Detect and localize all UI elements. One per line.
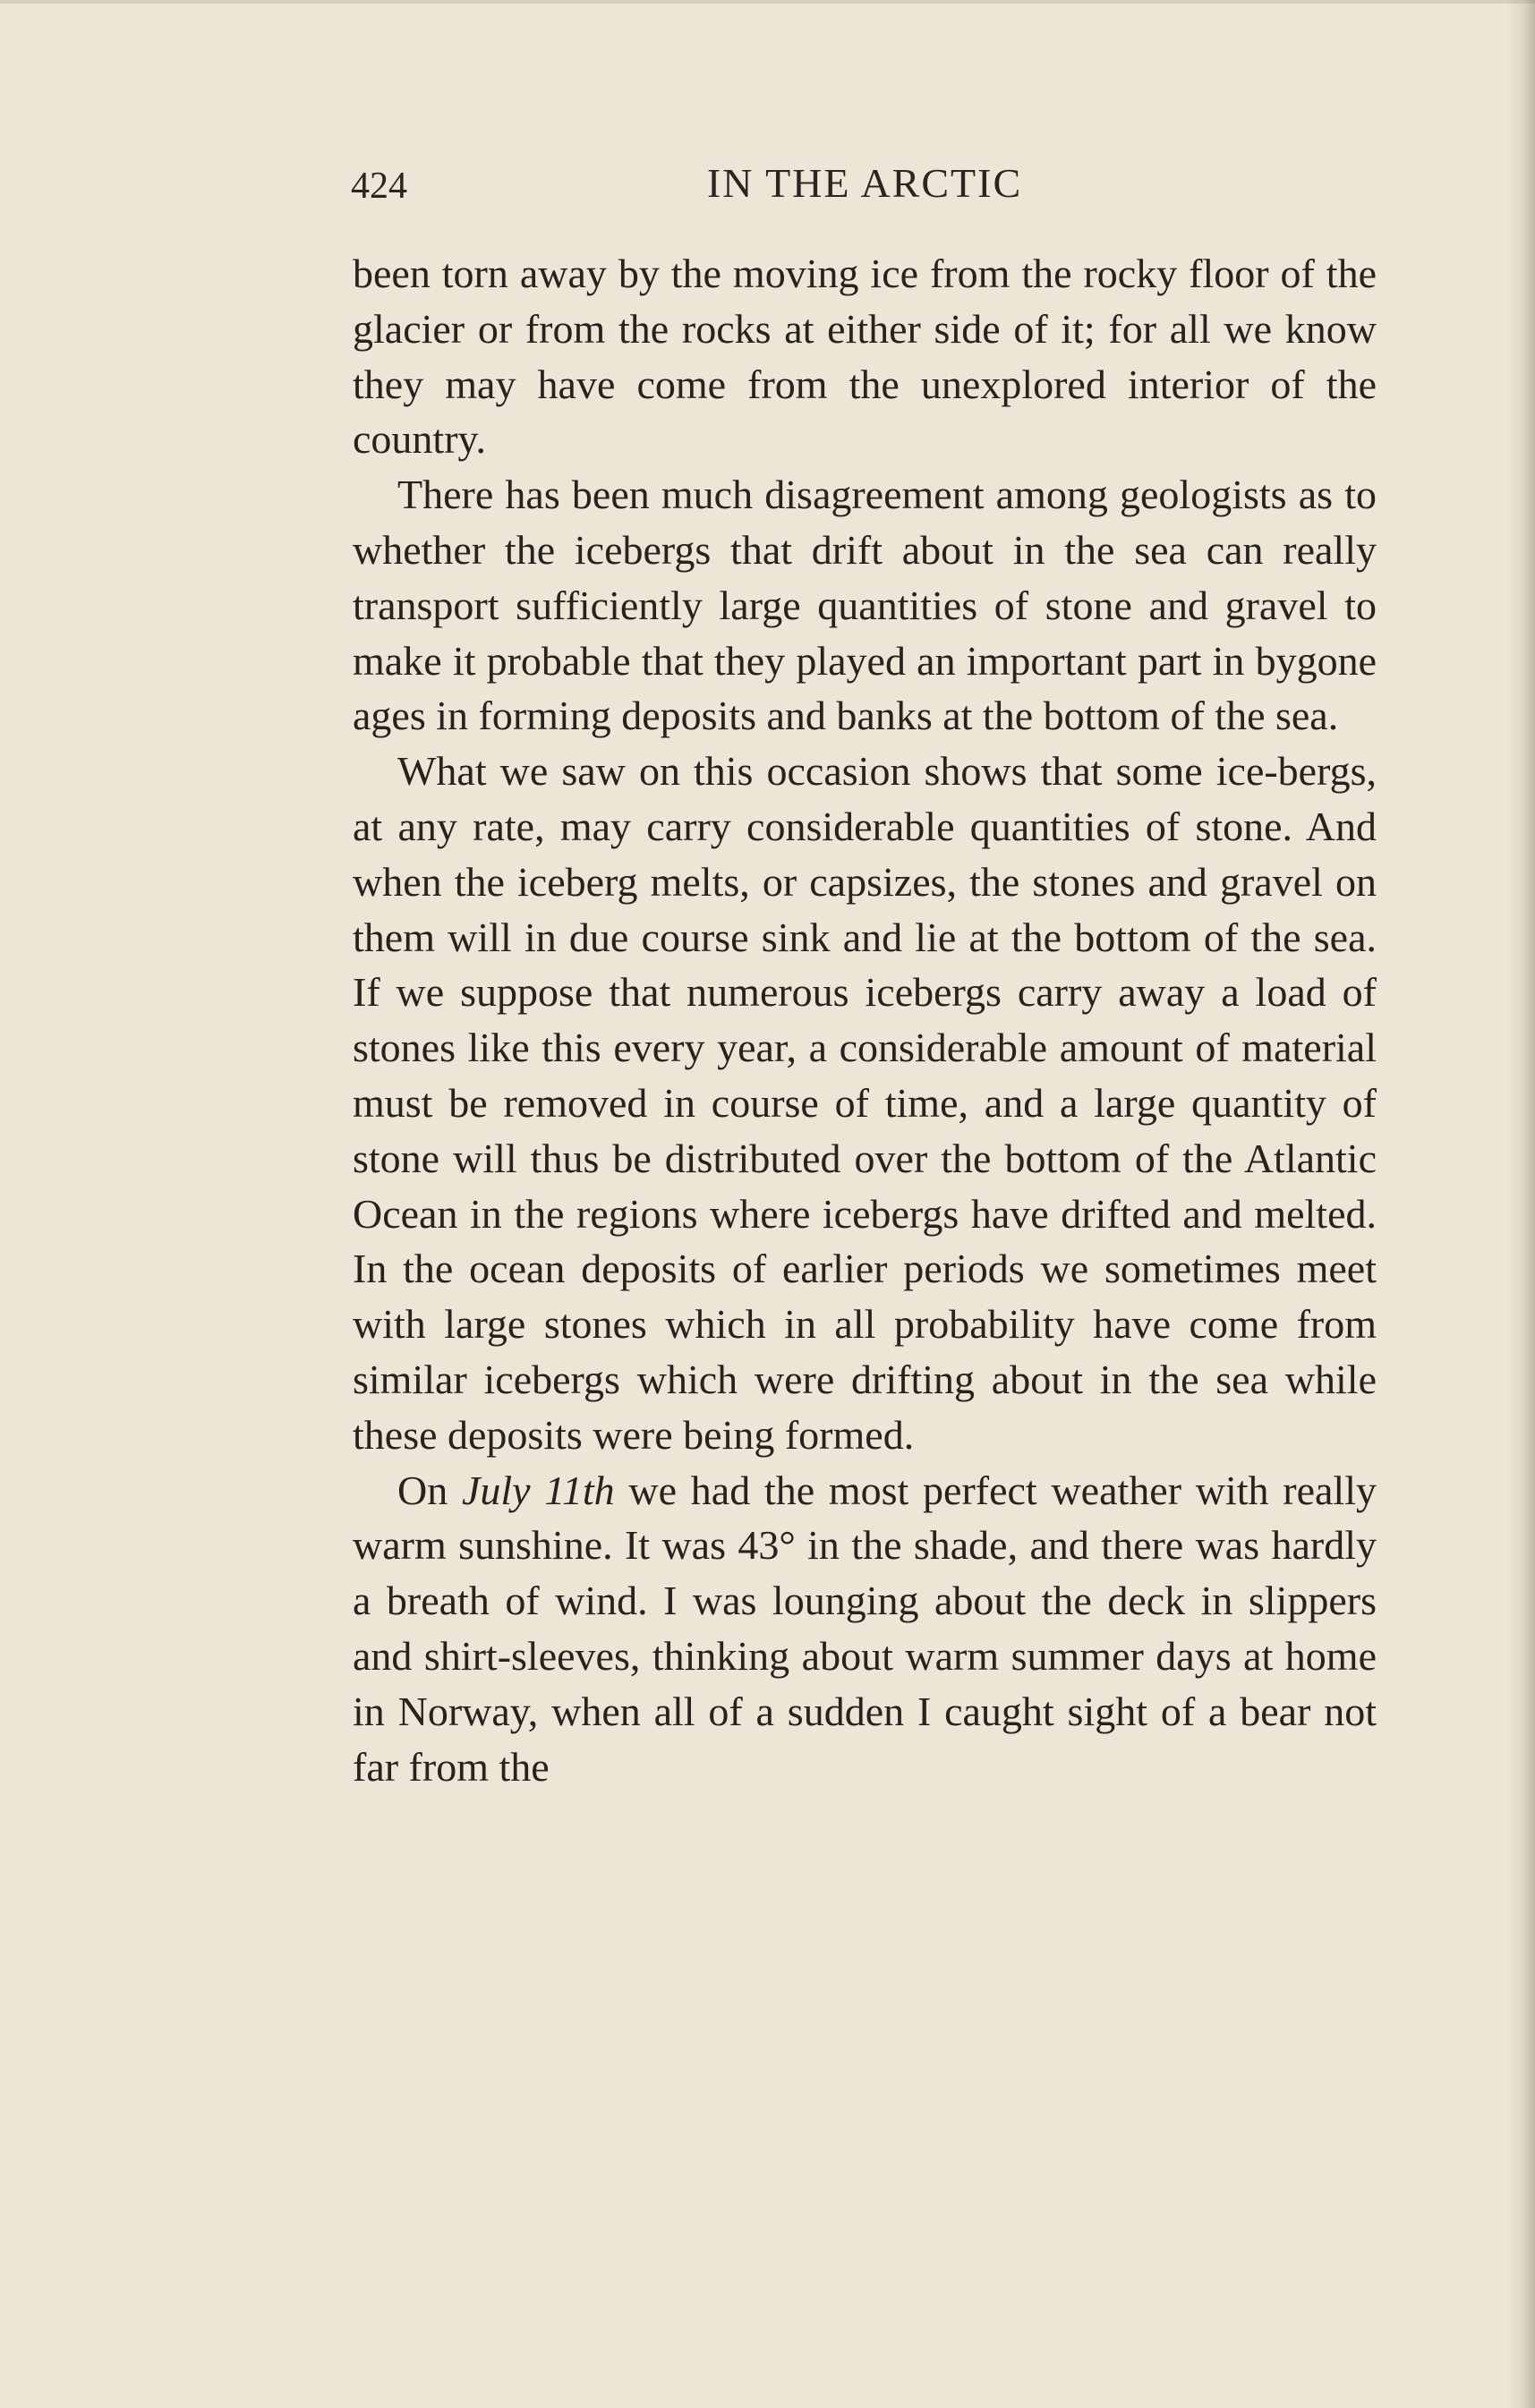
paragraph-3: What we saw on this occasion shows that some ice-bergs, at any rate, may carry considerable quantities of stone. And when the iceberg melts, or capsizes, the stones and gravel on them will in due course sink and lie at the bottom of the sea. If we suppose that numerous icebergs carry away a load of stones like this every year, a considerable amount of material must be removed in course of time, and a large quantity of stone will thus be distributed over the bottom of the Atlantic Ocean in the regions where icebergs have drifted and melted. In the ocean deposits of earlier periods we sometimes meet with large stones which in all probability have come from similar icebergs which were drifting about in the sea while these deposits were being formed.: [353, 748, 1377, 1458]
running-head: IN THE ARCTIC: [706, 160, 1023, 206]
page-gutter-shadow: [1506, 0, 1535, 2408]
body-text: [353, 246, 1377, 1794]
paragraph-4: [353, 1463, 1377, 1795]
paragraph-4-start: On: [397, 1467, 462, 1513]
page-top-edge: [0, 0, 1535, 4]
page-header: [351, 159, 1378, 222]
paragraph-1: been torn away by the moving ice from the rocky floor of the glacier or from the rocks at either side of it; for all we know they may have come from the unexplored interior of the country.: [353, 251, 1377, 463]
paragraph-2: There has been much disagreement among geologists as to whether the icebergs that drift about in the sea can really transport sufficiently large quantities of stone and gravel to make it probable that they played an important part in bygone ages in forming deposits and banks at the bottom of the sea.: [353, 472, 1377, 739]
paragraph-4-rest: we had the most perfect weather with really warm sunshine. It was 43° in the shade, and there was hardly a breath of wind. I was lounging about the deck in slippers and shirt-sleeves, thinking about warm summer days at home in Norway, when all of a sudden I caught sight of a bear not far from the: [353, 1467, 1377, 1790]
date-italic: July 11th: [461, 1467, 615, 1513]
page-number: 424: [351, 166, 407, 207]
